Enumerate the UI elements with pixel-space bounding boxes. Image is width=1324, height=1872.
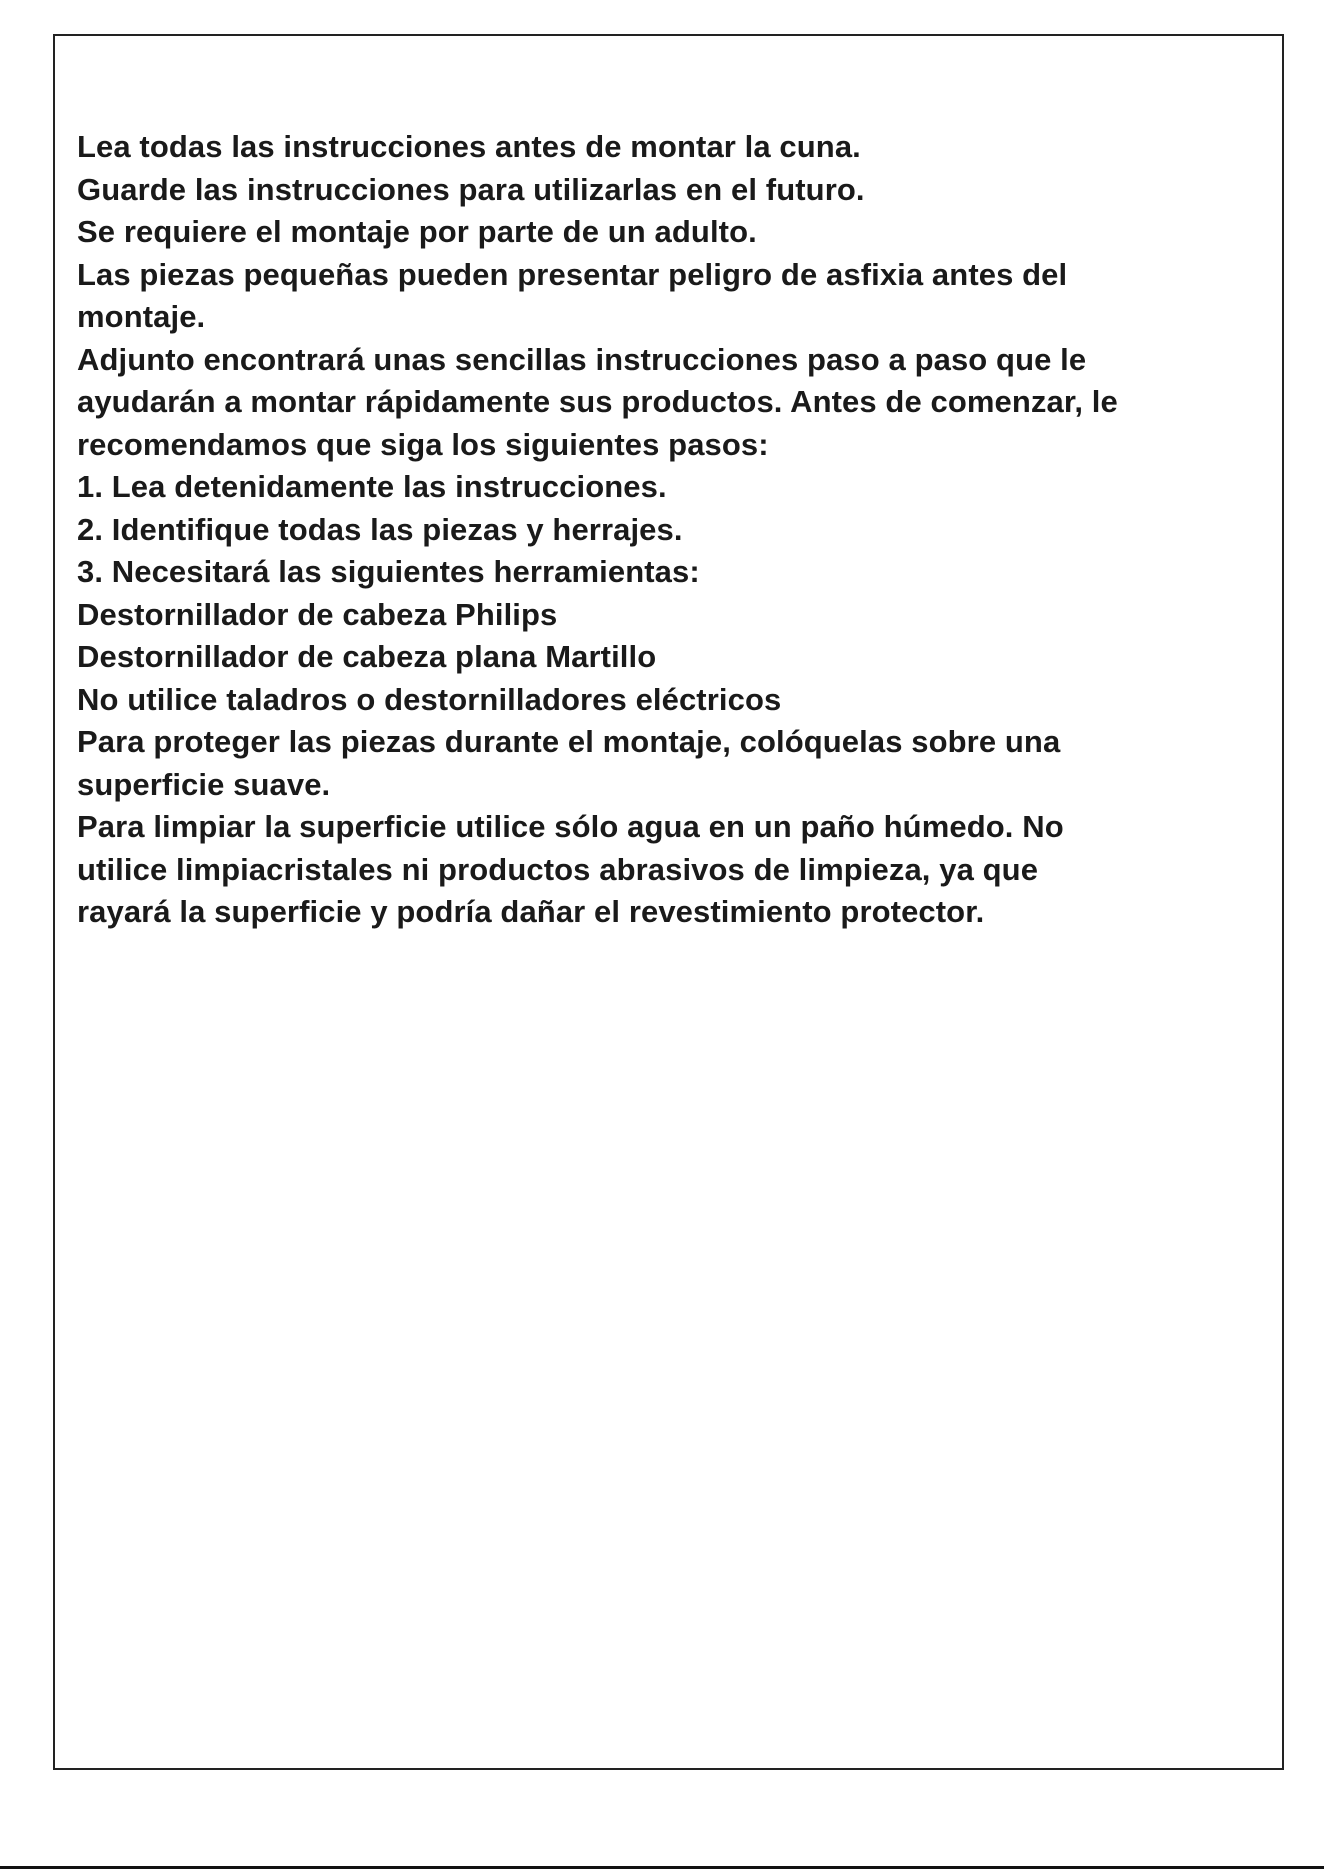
text-line: ayudarán a montar rápidamente sus productos. Antes de comenzar, le [77, 384, 1118, 419]
tool-item: Destornillador de cabeza Philips [77, 596, 558, 632]
text-line: Las piezas pequeñas pueden presentar peligro de asfixia antes del [77, 256, 1068, 292]
instructions-text [77, 126, 1277, 934]
step-1: 1. Lea detenidamente las instrucciones. [77, 469, 667, 504]
text-line: Para limpiar la superficie utilice sólo agua en un paño húmedo. No [77, 809, 1064, 844]
step-3: 3. Necesitará las siguientes herramientas: [77, 554, 700, 589]
step-2: 2. Identifique todas las piezas y herrajes. [77, 511, 683, 547]
text-line: Adjunto encontrará unas sencillas instrucciones paso a paso que le [77, 341, 1087, 377]
text-line: superficie suave. [77, 766, 331, 802]
page-frame [53, 34, 1284, 1770]
text-line: Guarde las instrucciones para utilizarlas en el futuro. [77, 171, 865, 207]
text-line: utilice limpiacristales ni productos abrasivos de limpieza, ya que [77, 851, 1039, 887]
text-line: recomendamos que siga los siguientes pasos: [77, 426, 769, 462]
text-line: Lea todas las instrucciones antes de montar la cuna. [77, 129, 861, 164]
text-line: Para proteger las piezas durante el montaje, colóquelas sobre una [77, 724, 1061, 759]
text-line: Se requiere el montaje por parte de un adulto. [77, 214, 757, 249]
text-line: montaje. [77, 299, 206, 334]
bottom-divider [0, 1866, 1324, 1869]
text-line: rayará la superficie y podría dañar el revestimiento protector. [77, 894, 985, 929]
warning-line: No utilice taladros o destornilladores eléctricos [77, 681, 782, 717]
tool-item: Destornillador de cabeza plana Martillo [77, 639, 657, 674]
